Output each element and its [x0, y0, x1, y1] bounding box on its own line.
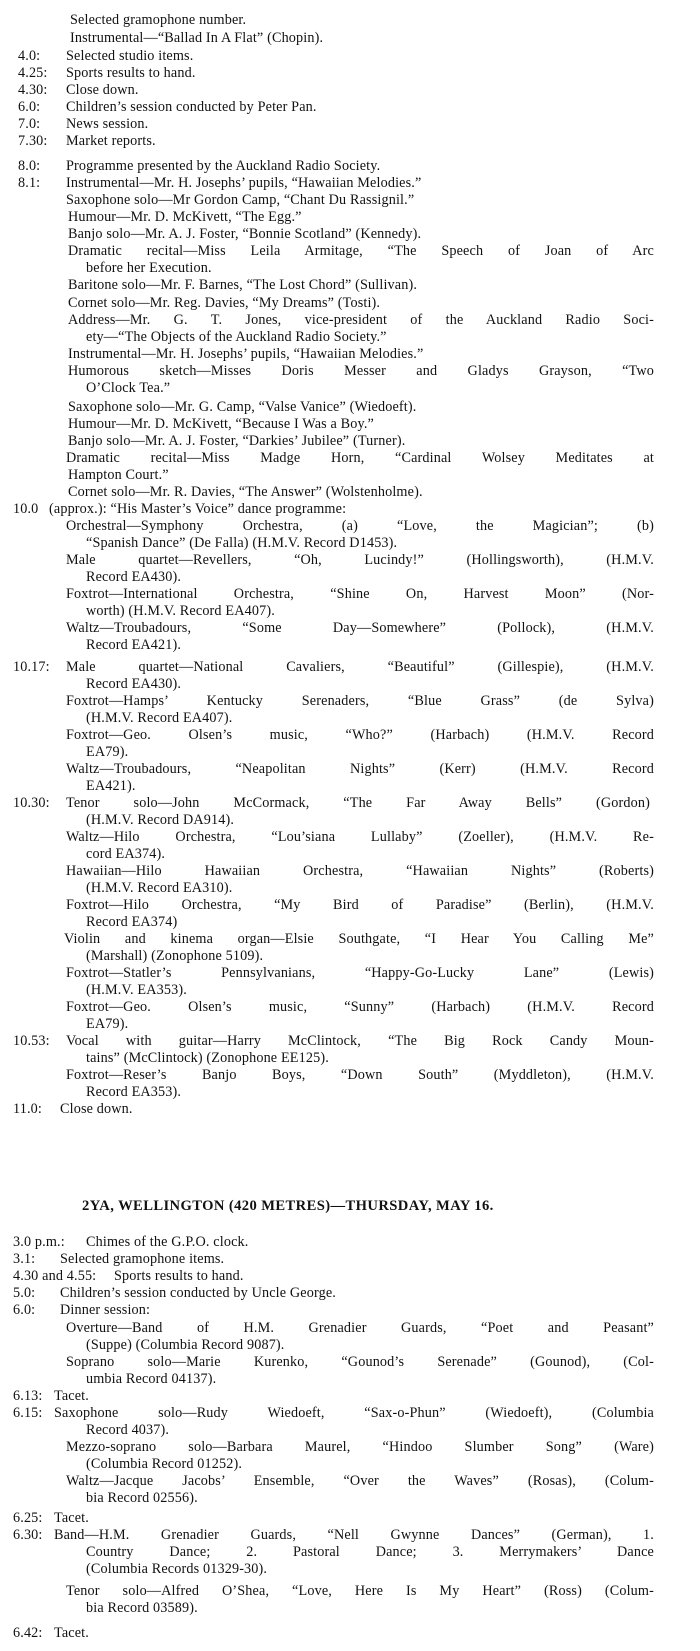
list-item [0, 693, 700, 710]
list-item [0, 659, 700, 676]
list-item [0, 1561, 700, 1578]
entry-text: Saxophone solo—Rudy Wiedoeft, “Sax-o-Phun” (Wiedoeft), (Columbia [54, 1405, 654, 1421]
entry-text: Record 4037). [86, 1422, 170, 1438]
entry-time: 3.1: [13, 1251, 36, 1267]
entry-text: Record EA374) [86, 914, 178, 930]
list-item [0, 416, 700, 433]
list-item [0, 569, 700, 586]
entry-text: Waltz—Troubadours, “Neapolitan Nights” (Kerr) (H.M.V. Record [66, 761, 654, 777]
list-item [0, 1234, 700, 1251]
entry-text: worth) (H.M.V. Record EA407). [86, 603, 275, 619]
entry-text: Sports results to hand. [114, 1268, 244, 1284]
entry-text: Hawaiian—Hilo Hawaiian Orchestra, “Hawaiian Nights” (Roberts) [66, 863, 654, 879]
list-item [0, 812, 700, 829]
entry-text: Tacet. [54, 1625, 89, 1641]
list-item [0, 450, 700, 467]
entry-text: cord EA374). [86, 846, 166, 862]
entry-time: 6.0: [13, 1302, 36, 1318]
list-item [0, 1422, 700, 1439]
entry-text: Instrumental—Mr. H. Josephs’ pupils, “Hawaiian Melodies.” [68, 346, 424, 362]
list-item [0, 175, 700, 192]
list-item [0, 260, 700, 277]
entry-text: Selected gramophone number. [70, 12, 247, 28]
list-item [0, 863, 700, 880]
entry-text: Soprano solo—Marie Kurenko, “Gounod’s Serenade” (Gounod), (Col- [66, 1354, 654, 1370]
entry-time: 6.15: [13, 1405, 43, 1421]
list-item [0, 795, 700, 812]
entry-text: Waltz—Troubadours, “Some Day—Somewhere” (Pollock), (H.M.V. [66, 620, 654, 636]
list-item [0, 380, 700, 397]
list-item [0, 1371, 700, 1388]
list-item [0, 710, 700, 727]
list-item [0, 192, 700, 209]
list-item [0, 1320, 700, 1337]
entry-text: Foxtrot—Geo. Olsen’s music, “Sunny” (Harbach) (H.M.V. Record [66, 999, 654, 1015]
list-item [0, 1405, 700, 1422]
list-item [0, 1473, 700, 1490]
entry-time: 4.30 and 4.55: [13, 1268, 97, 1284]
entry-time: 4.25: [18, 65, 48, 81]
list-item [0, 603, 700, 620]
list-item [0, 312, 700, 329]
entry-text: Hampton Court.” [68, 467, 169, 483]
list-item [0, 897, 700, 914]
entry-text: (H.M.V. Record EA310). [86, 880, 233, 896]
entry-text: Selected studio items. [66, 48, 194, 64]
list-item [0, 295, 700, 312]
entry-time: 10.17: [13, 659, 50, 675]
entry-time: 6.25: [13, 1510, 43, 1526]
entry-text: Sports results to hand. [66, 65, 196, 81]
entry-text: Male quartet—National Cavaliers, “Beautiful” (Gillespie), (H.M.V. [66, 659, 654, 675]
entry-text: Cornet solo—Mr. R. Davies, “The Answer” (Wolstenholme). [68, 484, 423, 500]
entry-text: Close down. [66, 82, 139, 98]
station-heading: 2YA, WELLINGTON (420 METRES)—THURSDAY, MAY 16. [82, 1198, 494, 1214]
list-item [0, 329, 700, 346]
list-item [0, 116, 700, 133]
entry-text: Humour—Mr. D. McKivett, “Because I Was a Boy.” [68, 416, 374, 432]
entry-text: Saxophone solo—Mr Gordon Camp, “Chant Du Rassignil.” [66, 192, 415, 208]
list-item [0, 433, 700, 450]
entry-text: bia Record 03589). [86, 1600, 198, 1616]
entry-text: Children’s session conducted by Peter Pan. [66, 99, 317, 115]
entry-time: 10.53: [13, 1033, 50, 1049]
list-item [0, 82, 700, 99]
entry-text: umbia Record 04137). [86, 1371, 217, 1387]
entry-text: EA79). [86, 1016, 129, 1032]
entry-text: “Spanish Dance” (De Falla) (H.M.V. Record D1453). [86, 535, 398, 551]
list-item [0, 158, 700, 175]
entry-time: 3.0 p.m.: [13, 1234, 65, 1250]
list-item [0, 1050, 700, 1067]
list-item [0, 535, 700, 552]
entry-text: Humorous sketch—Misses Doris Messer and Gladys Grayson, “Two [68, 363, 654, 379]
entry-time: 7.30: [18, 133, 48, 149]
entry-text: (Columbia Record 01252). [86, 1456, 243, 1472]
entry-text: Baritone solo—Mr. F. Barnes, “The Lost Chord” (Sullivan). [68, 277, 418, 293]
list-item [0, 1388, 700, 1405]
entry-text: Children’s session conducted by Uncle George. [60, 1285, 336, 1301]
list-item [0, 744, 700, 761]
entry-text: Instrumental—“Ballad In A Flat” (Chopin). [70, 30, 324, 46]
entry-text: Market reports. [66, 133, 156, 149]
list-item [0, 586, 700, 603]
list-item [0, 12, 700, 29]
list-item [0, 65, 700, 82]
entry-text: O’Clock Tea.” [86, 380, 171, 396]
list-item [0, 30, 700, 47]
entry-text: Banjo solo—Mr. A. J. Foster, “Bonnie Scotland” (Kennedy). [68, 226, 422, 242]
list-item [0, 999, 700, 1016]
entry-text: Band—H.M. Grenadier Guards, “Nell Gwynne Dances” (German), 1. [54, 1527, 654, 1543]
list-item [0, 1337, 700, 1354]
entry-text: (Marshall) (Zonophone 5109). [86, 948, 264, 964]
entry-text: Mezzo-soprano solo—Barbara Maurel, “Hindoo Slumber Song” (Ware) [66, 1439, 654, 1455]
list-item [0, 552, 700, 569]
entry-text: Foxtrot—Statler’s Pennsylvanians, “Happy-Go-Lucky Lane” (Lewis) [66, 965, 654, 981]
list-item [0, 1583, 700, 1600]
entry-text: Overture—Band of H.M. Grenadier Guards, “Poet and Peasant” [66, 1320, 654, 1336]
entry-text: Programme presented by the Auckland Radio Society. [66, 158, 381, 174]
entry-time: 8.1: [18, 175, 41, 191]
entry-text: Foxtrot—Hamps’ Kentucky Serenaders, “Blue Grass” (de Sylva) [66, 693, 654, 709]
entry-time: 10.30: [13, 795, 50, 811]
entry-time: 6.0: [18, 99, 41, 115]
entry-time: 11.0: [13, 1101, 42, 1117]
list-item [0, 1354, 700, 1371]
entry-text: News session. [66, 116, 149, 132]
list-item [0, 676, 700, 693]
list-item [0, 1625, 700, 1642]
list-item [0, 209, 700, 226]
entry-text: EA421). [86, 778, 136, 794]
list-item [0, 982, 700, 999]
list-item [0, 620, 700, 637]
entry-text: Chimes of the G.P.O. clock. [86, 1234, 249, 1250]
list-item [0, 1600, 700, 1617]
list-item [0, 1544, 700, 1561]
list-item [0, 1302, 700, 1319]
entry-time: 4.30: [18, 82, 48, 98]
list-item [0, 727, 700, 744]
entry-text: Instrumental—Mr. H. Josephs’ pupils, “Hawaiian Melodies.” [66, 175, 422, 191]
entry-text: Tenor solo—John McCormack, “The Far Away Bells” (Gordon) [66, 795, 650, 811]
entry-text: Tenor solo—Alfred O’Shea, “Love, Here Is My Heart” (Ross) (Colum- [66, 1583, 654, 1599]
list-item [0, 846, 700, 863]
entry-text: Selected gramophone items. [60, 1251, 225, 1267]
list-item [0, 133, 700, 150]
entry-text: Foxtrot—Geo. Olsen’s music, “Who?” (Harbach) (H.M.V. Record [66, 727, 654, 743]
list-item [0, 1268, 700, 1285]
entry-text: Tacet. [54, 1388, 89, 1404]
list-item [0, 1456, 700, 1473]
entry-text: Vocal with guitar—Harry McClintock, “The Big Rock Candy Moun- [66, 1033, 654, 1049]
entry-time: 6.30: [13, 1527, 43, 1543]
list-item [0, 484, 700, 501]
entry-text: EA79). [86, 744, 129, 760]
list-item [0, 965, 700, 982]
entry-text: Foxtrot—Reser’s Banjo Boys, “Down South” (Myddleton), (H.M.V. [66, 1067, 654, 1083]
list-item [0, 226, 700, 243]
list-item [0, 1101, 700, 1118]
entry-text: Violin and kinema organ—Elsie Southgate, “I Hear You Calling Me” [64, 931, 654, 947]
entry-text: before her Execution. [86, 260, 212, 276]
list-item [0, 277, 700, 294]
list-item [0, 1490, 700, 1507]
entry-text: bia Record 02556). [86, 1490, 198, 1506]
entry-text: Cornet solo—Mr. Reg. Davies, “My Dreams” (Tosti). [68, 295, 381, 311]
entry-time: 10.0 [13, 501, 39, 517]
list-item [0, 931, 700, 948]
entry-time: 6.42: [13, 1625, 43, 1641]
entry-text: Foxtrot—International Orchestra, “Shine On, Harvest Moon” (Nor- [66, 586, 654, 602]
entry-text: (Suppe) (Columbia Record 9087). [86, 1337, 285, 1353]
list-item [0, 1285, 700, 1302]
list-item [0, 761, 700, 778]
entry-time: 6.13: [13, 1388, 43, 1404]
entry-text: Record EA430). [86, 676, 182, 692]
entry-text: Record EA430). [86, 569, 182, 585]
entry-text: Male quartet—Revellers, “Oh, Lucindy!” (Hollingsworth), (H.M.V. [66, 552, 654, 568]
list-item [0, 880, 700, 897]
entry-text: Record EA421). [86, 637, 182, 653]
entry-text: Waltz—Jacque Jacobs’ Ensemble, “Over the Waves” (Rosas), (Colum- [66, 1473, 654, 1489]
entry-text: Dramatic recital—Miss Leila Armitage, “The Speech of Joan of Arc [68, 243, 654, 259]
entry-text: (approx.): “His Master’s Voice” dance programme: [49, 501, 347, 517]
entry-text: Banjo solo—Mr. A. J. Foster, “Darkies’ Jubilee” (Turner). [68, 433, 406, 449]
entry-text: Address—Mr. G. T. Jones, vice-president of the Auckland Radio Soci- [68, 312, 654, 328]
entry-time: 4.0: [18, 48, 41, 64]
entry-text: Dinner session: [60, 1302, 151, 1318]
list-item [0, 467, 700, 484]
list-item [0, 243, 700, 260]
entry-text: Dramatic recital—Miss Madge Horn, “Cardinal Wolsey Meditates at [66, 450, 654, 466]
list-item [0, 948, 700, 965]
entry-time: 7.0: [18, 116, 41, 132]
entry-text: tains” (McClintock) (Zonophone EE125). [86, 1050, 329, 1066]
entry-time: 8.0: [18, 158, 41, 174]
list-item [0, 1527, 700, 1544]
list-item [0, 1510, 700, 1527]
entry-text: (H.M.V. Record EA407). [86, 710, 233, 726]
list-item [0, 778, 700, 795]
entry-text: (H.M.V. EA353). [86, 982, 187, 998]
entry-text: Humour—Mr. D. McKivett, “The Egg.” [68, 209, 302, 225]
list-item [0, 518, 700, 535]
entry-text: ety—“The Objects of the Auckland Radio Society.” [86, 329, 387, 345]
list-item [0, 1033, 700, 1050]
list-item [0, 346, 700, 363]
entry-text: Country Dance; 2. Pastoral Dance; 3. Merrymakers’ Dance [86, 1544, 654, 1560]
list-item [0, 1251, 700, 1268]
entry-text: Tacet. [54, 1510, 89, 1526]
entry-text: (Columbia Records 01329-30). [86, 1561, 268, 1577]
list-item [0, 829, 700, 846]
list-item [0, 1439, 700, 1456]
list-item [0, 1067, 700, 1084]
list-item [0, 914, 700, 931]
entry-text: Waltz—Hilo Orchestra, “Lou’siana Lullaby” (Zoeller), (H.M.V. Re- [66, 829, 654, 845]
list-item [0, 363, 700, 380]
entry-text: Foxtrot—Hilo Orchestra, “My Bird of Paradise” (Berlin), (H.M.V. [66, 897, 654, 913]
list-item [0, 399, 700, 416]
entry-time: 5.0: [13, 1285, 36, 1301]
entry-text: Record EA353). [86, 1084, 182, 1100]
list-item [0, 1084, 700, 1101]
entry-text: Saxophone solo—Mr. G. Camp, “Valse Vanice” (Wiedoeft). [68, 399, 417, 415]
entry-text: (H.M.V. Record DA914). [86, 812, 235, 828]
list-item [0, 99, 700, 116]
list-item [0, 637, 700, 654]
list-item [0, 501, 700, 518]
entry-text: Orchestral—Symphony Orchestra, (a) “Love, the Magician”; (b) [66, 518, 654, 534]
list-item [0, 1016, 700, 1033]
entry-text: Close down. [60, 1101, 133, 1117]
list-item [0, 48, 700, 65]
